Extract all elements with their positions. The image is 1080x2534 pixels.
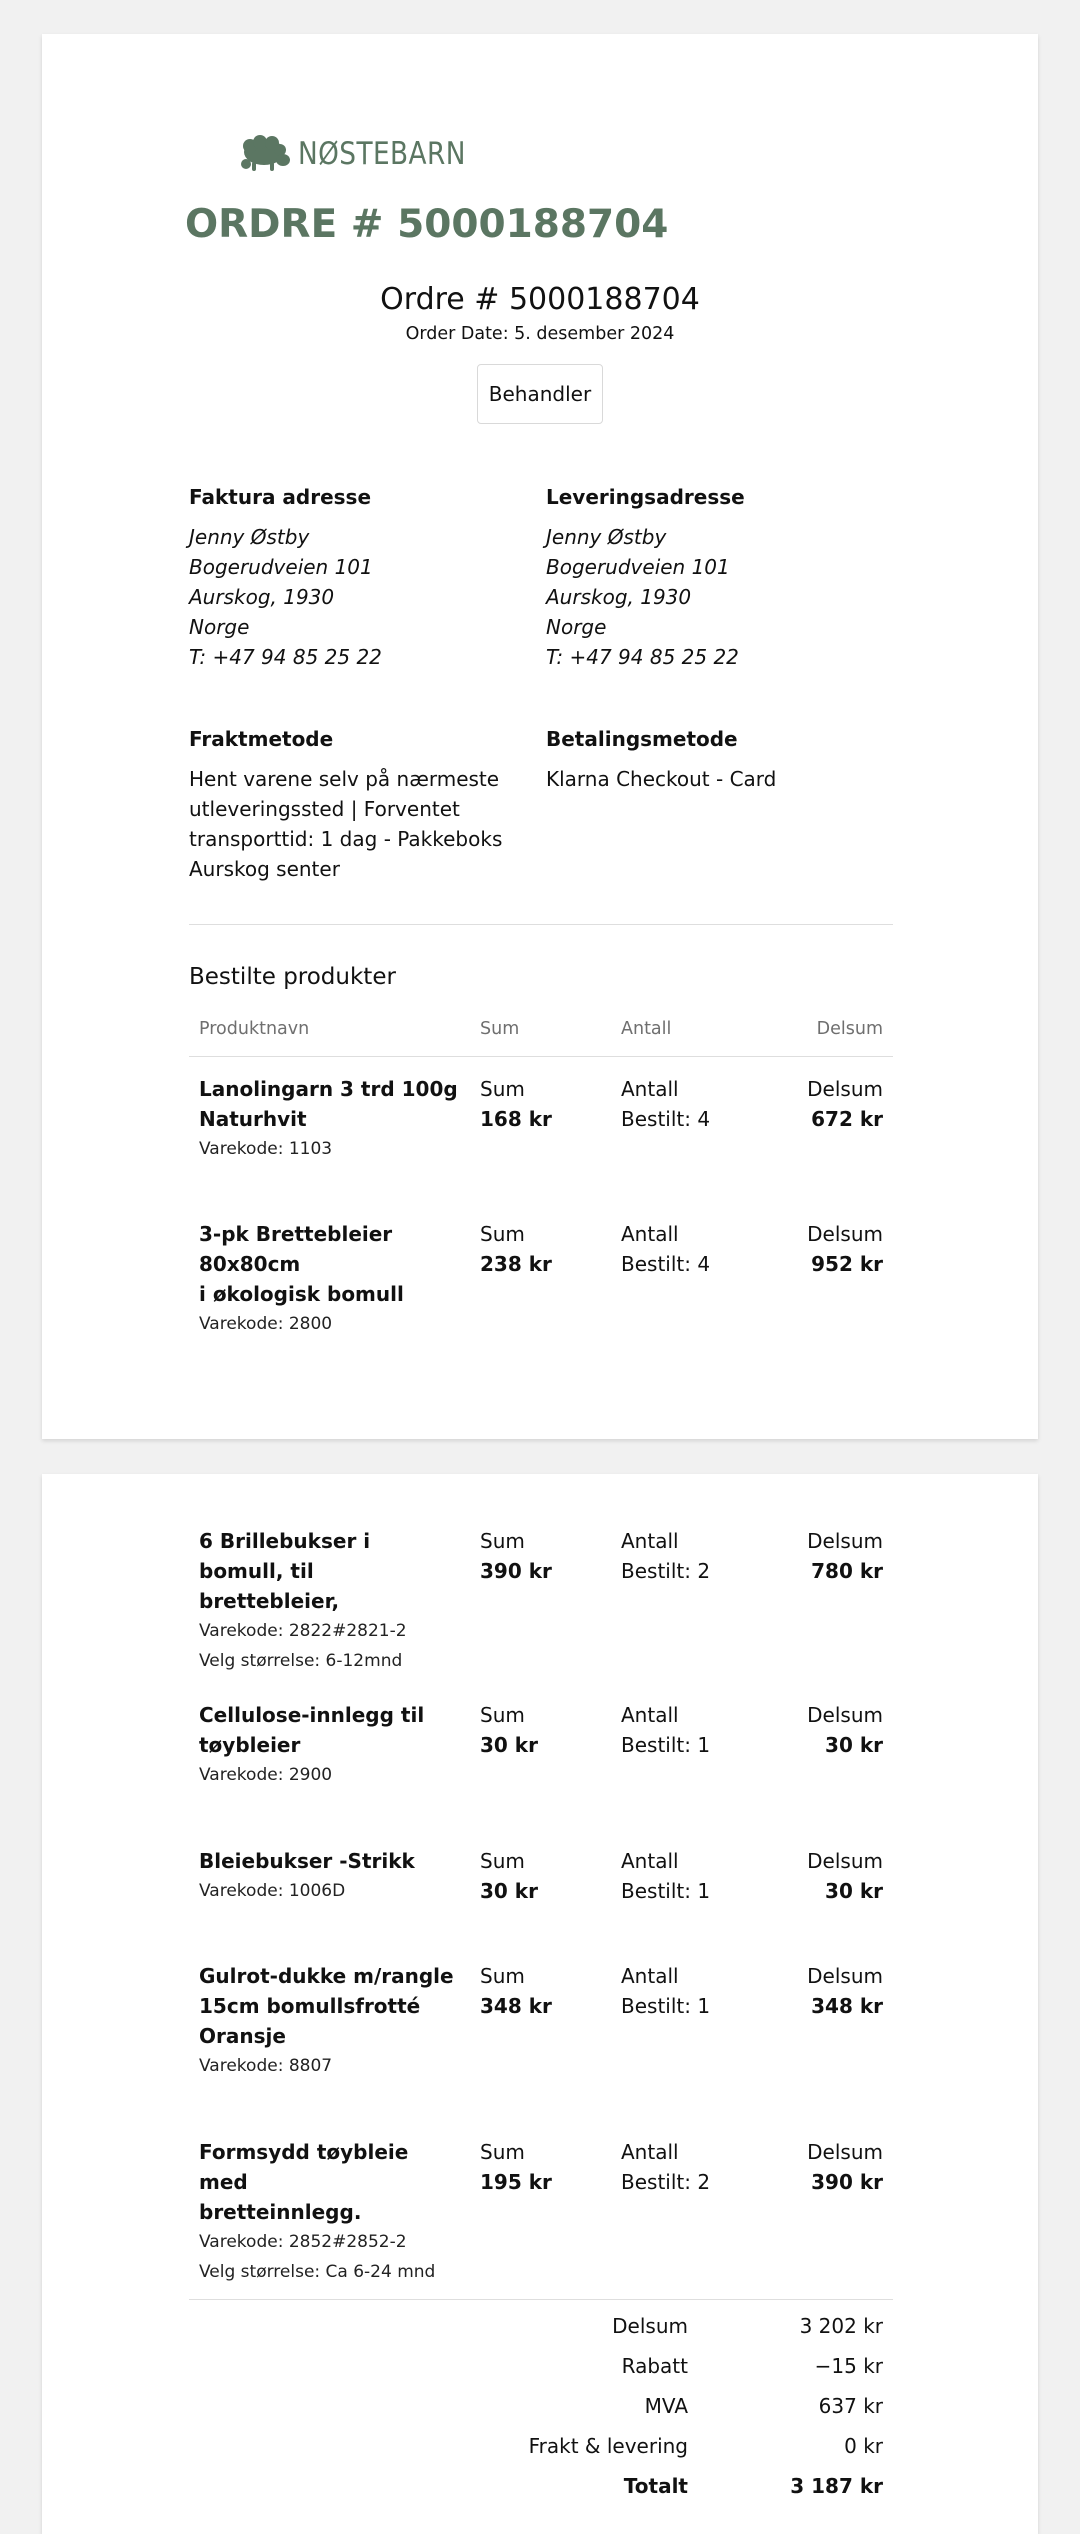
billing-line: Norge: [189, 615, 250, 639]
billing-line: Jenny Østby: [189, 525, 310, 549]
product-total: Delsum 30 kr: [807, 1703, 883, 1757]
payment-title: Betalingsmetode: [546, 727, 738, 751]
product-qty: Antall Bestilt: 2: [621, 2140, 711, 2194]
product-code: Varekode: 1103: [199, 1139, 333, 1159]
billing-title: Faktura adresse: [189, 485, 372, 509]
freight-line: Aurskog senter: [189, 857, 340, 881]
shipping-line: Jenny Østby: [546, 525, 667, 549]
freight-title: Fraktmetode: [189, 727, 334, 751]
product-total: Delsum 348 kr: [807, 1964, 883, 2018]
sheep-icon: [240, 134, 290, 174]
freight-line: utleveringssted | Forventet: [189, 797, 460, 821]
shipping-line: T: +47 94 85 25 22: [546, 645, 739, 669]
totals-value-vat: 637 kr: [818, 2394, 883, 2418]
payment-text: Klarna Checkout - Card: [546, 767, 777, 791]
totals-label-shipping: Frakt & levering: [528, 2434, 688, 2458]
product-sum: Sum 30 kr: [480, 1849, 538, 1903]
product-name: Formsydd tøybleie med bretteinnlegg. Varekode: 2852#2852-2 Velg størrelse: Ca 6-24 mnd: [199, 2137, 459, 2287]
freight-line: Hent varene selv på nærmeste: [189, 767, 500, 791]
product-qty: Antall Bestilt: 4: [621, 1077, 711, 1131]
brand-logo: [240, 134, 496, 174]
billing-line: Aurskog, 1930: [189, 585, 335, 609]
product-code: Varekode: 1006D: [199, 1881, 346, 1901]
header-sum: Sum: [480, 1019, 520, 1039]
product-sum: Sum 30 kr: [480, 1703, 538, 1757]
product-sum: Sum 390 kr: [480, 1529, 552, 1583]
totals-label-grand-total: Totalt: [623, 2474, 688, 2498]
product-qty: Antall Bestilt: 1: [621, 1849, 711, 1903]
invoice-page-1: [42, 34, 1038, 1439]
totals-value-discount: −15 kr: [814, 2354, 883, 2378]
product-code: Varekode: 2900: [199, 1765, 333, 1785]
invoice-page-2: [42, 1474, 1038, 2534]
totals-label-subtotal: Delsum: [612, 2314, 688, 2338]
product-sum: Sum 168 kr: [480, 1077, 552, 1131]
product-name: 3-pk Brettebleier 80x80cm i økologisk bomull Varekode: 2800: [199, 1219, 459, 1339]
product-total: Delsum 780 kr: [807, 1529, 883, 1583]
order-date: Order Date: 5. desember 2024: [405, 324, 675, 344]
brand-name: NØSTEBARN: [298, 136, 466, 172]
product-qty: Antall Bestilt: 4: [621, 1222, 711, 1276]
freight-method: [189, 724, 519, 884]
payment-method: [546, 724, 876, 794]
product-code: Varekode: 2822#2821-2: [199, 1621, 407, 1641]
product-code: Varekode: 8807: [199, 2056, 333, 2076]
product-sum: Sum 195 kr: [480, 2140, 552, 2194]
product-name: Gulrot-dukke m/rangle 15cm bomullsfrotté Oransje Varekode: 8807: [199, 1961, 459, 2081]
product-qty: Antall Bestilt: 1: [621, 1703, 711, 1757]
divider: [189, 2299, 893, 2300]
product-name: Bleiebukser -Strikk Varekode: 1006D: [199, 1846, 459, 1906]
product-option: Velg størrelse: Ca 6-24 mnd: [199, 2262, 436, 2282]
product-name: Cellulose-innlegg til tøybleier Varekode: 2900: [199, 1700, 459, 1790]
shipping-title: Leveringsadresse: [546, 485, 745, 509]
status-badge: Behandler: [477, 364, 603, 424]
product-sum: Sum 348 kr: [480, 1964, 552, 2018]
shipping-line: Bogerudveien 101: [546, 555, 730, 579]
product-code: Varekode: 2800: [199, 1314, 333, 1334]
products-title: Bestilte produkter: [189, 964, 396, 990]
product-total: Delsum 952 kr: [807, 1222, 883, 1276]
product-name: 6 Brillebukser i bomull, til brettebleier, Varekode: 2822#2821-2 Velg størrelse: 6-12mnd: [199, 1526, 459, 1676]
product-sum: Sum 238 kr: [480, 1222, 552, 1276]
totals-label-discount: Rabatt: [621, 2354, 688, 2378]
divider: [189, 924, 893, 925]
product-qty: Antall Bestilt: 1: [621, 1964, 711, 2018]
shipping-address: [546, 482, 876, 672]
billing-line: Bogerudveien 101: [189, 555, 373, 579]
header-product-name: Produktnavn: [199, 1019, 310, 1039]
order-title: Ordre # 5000188704: [380, 282, 700, 317]
header-qty: Antall: [621, 1019, 672, 1039]
totals-value-shipping: 0 kr: [844, 2434, 883, 2458]
product-qty: Antall Bestilt: 2: [621, 1529, 711, 1583]
billing-address: [189, 482, 519, 672]
billing-line: T: +47 94 85 25 22: [189, 645, 382, 669]
freight-line: transporttid: 1 dag - Pakkeboks: [189, 827, 503, 851]
order-heading: ORDRE # 5000188704: [185, 202, 669, 247]
product-total: Delsum 672 kr: [807, 1077, 883, 1131]
shipping-line: Aurskog, 1930: [546, 585, 692, 609]
shipping-line: Norge: [546, 615, 607, 639]
divider: [189, 1056, 893, 1057]
totals-value-subtotal: 3 202 kr: [799, 2314, 883, 2338]
product-total: Delsum 390 kr: [807, 2140, 883, 2194]
totals-value-grand-total: 3 187 kr: [790, 2474, 883, 2498]
header-total: Delsum: [816, 1019, 883, 1039]
product-option: Velg størrelse: 6-12mnd: [199, 1651, 403, 1671]
product-code: Varekode: 2852#2852-2: [199, 2232, 407, 2252]
product-total: Delsum 30 kr: [807, 1849, 883, 1903]
product-name: Lanolingarn 3 trd 100g Naturhvit Varekode: 1103: [199, 1074, 459, 1164]
totals-label-vat: MVA: [644, 2394, 688, 2418]
